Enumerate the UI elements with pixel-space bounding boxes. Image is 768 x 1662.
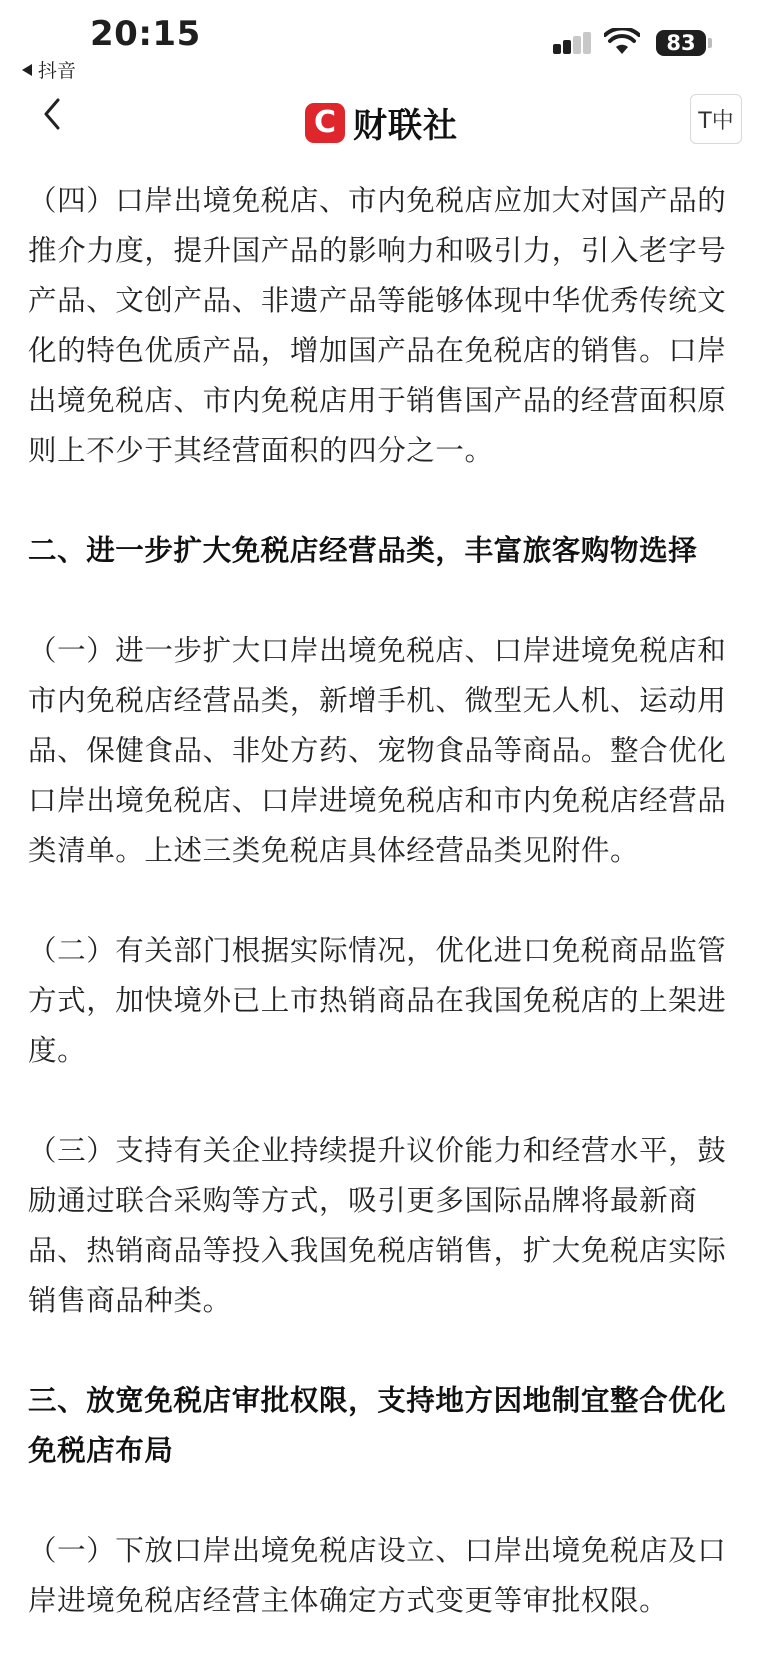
paragraph: （一）下放口岸出境免税店设立、口岸出境免税店及口岸进境免税店经营主体确定方式变更等审批权限。 [28,1534,727,1617]
paragraph: （四）口岸出境免税店、市内免税店应加大对国产品的推介力度，提升国产品的影响力和吸引力，引入老字号产品、文创产品、非遗产品等能够体现中华优秀传统文化的特色优质产品，增加国产品在免税店的销售。口岸出境免税店、市内免税店用于销售国产品的经营面积原则上不少于其经营面积的四分之一。 [28,184,727,467]
nav-bar [0,84,768,164]
paragraph: （三）支持有关企业持续提升议价能力和经营水平，鼓励通过联合采购等方式，吸引更多国际品牌将最新商品、热销商品等投入我国免税店销售，扩大免税店实际销售商品种类。 [28,1134,727,1317]
back-triangle-icon [22,64,32,76]
signal-icon [553,32,591,54]
battery-level: 83 [666,31,696,55]
wifi-icon [604,28,640,56]
back-chevron-icon[interactable] [34,94,74,134]
paragraph: （二）有关部门根据实际情况，优化进口免税商品监管方式，加快境外已上市热销商品在我国免税店的上架进度。 [28,934,727,1067]
paragraph: （一）进一步扩大口岸出境免税店、口岸进境免税店和市内免税店经营品类，新增手机、微型无人机、运动用品、保健食品、非处方药、宠物食品等商品。整合优化口岸出境免税店、口岸进境免税店和市内免税店经营品类清单。上述三类免税店具体经营品类见附件。 [28,634,727,867]
brand-logo [305,98,458,147]
back-app-label: 抖音 [38,60,77,82]
status-bar [0,0,768,82]
status-time: 20:15 [90,14,201,54]
battery-icon [656,30,706,56]
section-heading: 三、放宽免税店审批权限，支持地方因地制宜整合优化免税店布局 [28,1384,727,1467]
logo-text: 财联社 [353,106,458,146]
back-to-app-button[interactable] [22,56,76,83]
section-heading: 二、进一步扩大免税店经营品类，丰富旅客购物选择 [28,534,698,567]
article-body [28,176,744,1626]
battery-cap [708,38,712,48]
logo-mark: C [305,103,345,143]
font-size-button[interactable]: T中 [690,94,742,144]
